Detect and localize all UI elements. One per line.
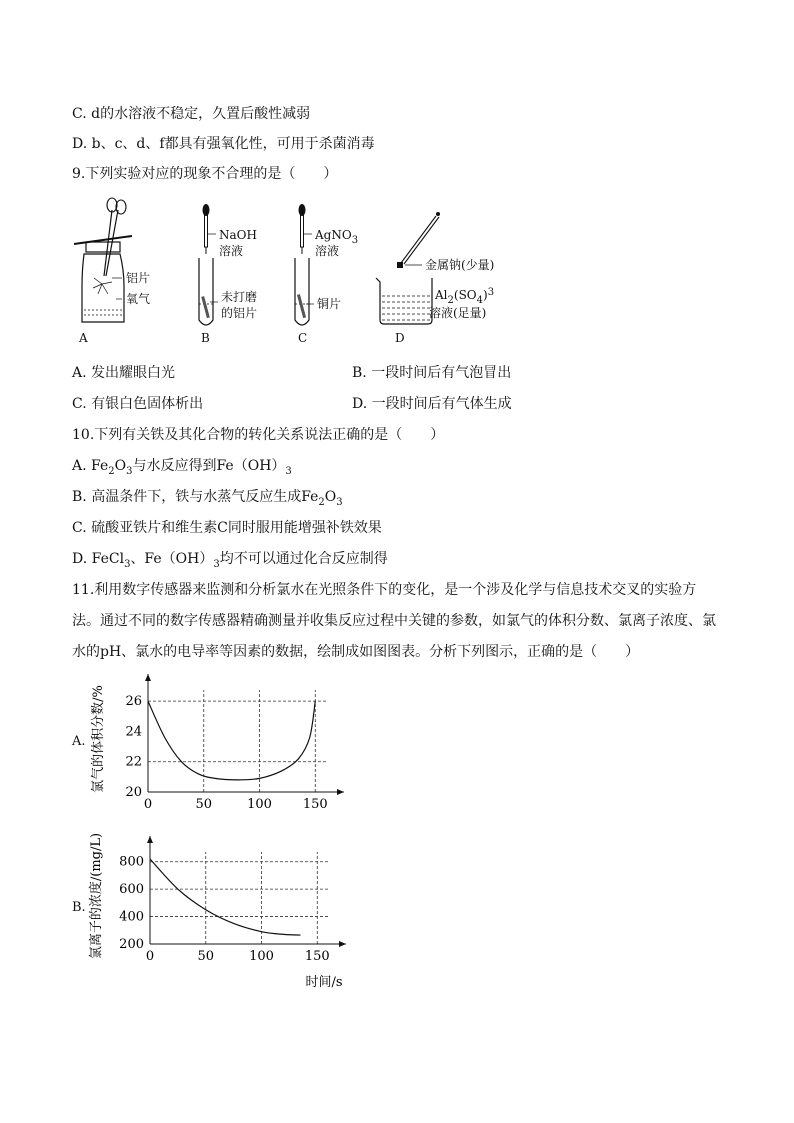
apparatus-c	[295, 204, 358, 345]
q9-option-a: A. 发出耀眼白光	[72, 365, 176, 381]
x-tick-label: 0	[145, 949, 155, 964]
x-tick-label: 0	[143, 797, 153, 812]
y-axis-label: 氯气的体积分数/%	[91, 685, 106, 793]
apparatus-d	[376, 212, 494, 345]
apparatus-a	[74, 198, 150, 345]
chart-b-chloride-concentration	[82, 824, 362, 994]
q9-option-d: D. 一段时间后有气体生成	[352, 396, 512, 412]
d-reagent-al2so43: $Al_2(SO_4)^3$	[435, 287, 495, 306]
chart-a-chlorine-volume-fraction	[82, 672, 352, 822]
b-label-aluminium: 的铝片	[221, 306, 258, 320]
x-tick-label: 50	[197, 949, 215, 964]
q9-apparatus-figure	[60, 196, 530, 350]
y-tick-label: 600	[119, 882, 144, 898]
q9-option-c: C. 有银白色固体析出	[72, 396, 204, 412]
y-tick-label: 20	[125, 785, 142, 800]
b-letter: B	[201, 331, 210, 345]
a-label-aluminium: 铝片	[126, 271, 151, 285]
c-label-copper: 铜片	[317, 297, 342, 311]
x-tick-label: 50	[195, 797, 213, 812]
x-axis-arrow	[337, 789, 344, 795]
x-tick-label: 100	[249, 949, 274, 964]
chart-a-option-label: A.	[72, 734, 86, 749]
c-reagent-solution: 溶液	[315, 244, 340, 258]
q10-option-a: A. $Fe_2O_3$与水反应得到$Fe(OH)_3$	[72, 458, 292, 477]
q10-option-d: D. FeCl$_3$、$Fe(OH)_3$均不可以通过化合反应制得	[72, 551, 388, 570]
d-label-sodium: 金属钠(少量)	[425, 258, 495, 272]
question-10: 10.下列有关铁及其化合物的转化关系说法正确的是（ ）	[72, 427, 445, 443]
y-tick-label: 800	[119, 854, 144, 870]
y-axis-label: 氯离子的浓度/(mg/L)	[89, 832, 104, 960]
series-line	[150, 859, 301, 935]
y-tick-label: 26	[125, 694, 142, 710]
question-9: 9.下列实验对应的现象不合理的是（ ）	[72, 166, 338, 182]
y-axis-arrow	[145, 674, 151, 681]
x-tick-label: 100	[247, 797, 272, 812]
y-tick-label: 400	[119, 909, 144, 925]
b-reagent-naoh: NaOH	[219, 228, 257, 242]
q9-option-b: B. 一段时间后有气泡冒出	[352, 365, 512, 381]
x-tick-label: 150	[304, 949, 330, 964]
y-tick-label: 200	[119, 937, 144, 952]
x-axis-label: 时间/s	[305, 975, 343, 990]
c-letter: C	[298, 331, 308, 345]
question-11-line1: 11.利用数字传感器来监测和分析氯水在光照条件下的变化，是一个涉及化学与信息技术交叉的实验方	[72, 582, 697, 598]
option-d-line: D. b、c、d、f都具有强氧化性，可用于杀菌消毒	[72, 136, 375, 152]
chart-b-option-label: B.	[72, 900, 86, 915]
d-reagent-solution: 溶液(足量)	[429, 306, 487, 320]
b-reagent-solution: 溶液	[219, 244, 244, 258]
b-label-unpolished: 未打磨	[221, 290, 258, 304]
x-axis-arrow	[339, 941, 346, 947]
y-tick-label: 24	[125, 724, 142, 740]
d-letter: D	[395, 331, 405, 345]
apparatus-b	[199, 204, 257, 345]
series-line	[148, 701, 315, 780]
y-axis-arrow	[147, 836, 153, 843]
q10-option-c: C. 硫酸亚铁片和维生素C同时服用能增强补铁效果	[72, 520, 382, 536]
a-label-oxygen: 氧气	[126, 292, 151, 306]
a-letter: A	[79, 331, 88, 345]
question-11-line2: 法。通过不同的数字传感器精确测量并收集反应过程中关键的参数，如氯气的体积分数、氯离子浓度、氯	[72, 613, 716, 629]
c-reagent-agno3: AgNO$_3$	[315, 228, 359, 246]
x-tick-label: 150	[302, 797, 328, 812]
option-c-line: C. d的水溶液不稳定，久置后酸性减弱	[72, 106, 311, 122]
q10-option-b: B. 高温条件下，铁与水蒸气反应生成$Fe_2O_3$	[72, 489, 343, 508]
question-11-line3: 水的pH、氯水的电导率等因素的数据，绘制成如图图表。分析下列图示，正确的是（ ）	[72, 644, 640, 660]
y-tick-label: 22	[125, 754, 142, 770]
